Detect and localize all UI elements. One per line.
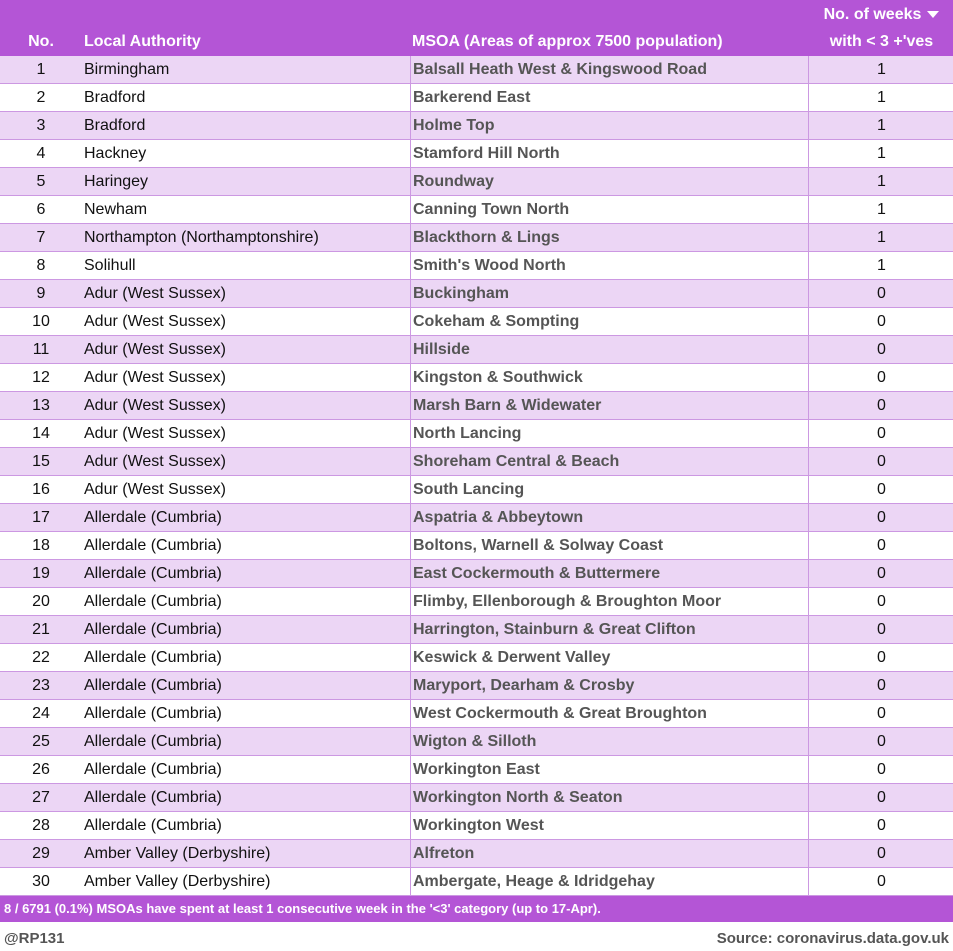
table-row [0, 476, 953, 504]
header-weeks[interactable] [810, 6, 953, 24]
table-row [0, 504, 953, 532]
header-msoa[interactable]: MSOA (Areas of approx 7500 population) [412, 33, 723, 50]
row-msoa: Aspatria & Abbeytown [410, 504, 809, 531]
table-row [0, 728, 953, 756]
row-local-authority: Adur (West Sussex) [84, 313, 226, 330]
row-weeks: 1 [808, 112, 953, 139]
row-no: 25 [32, 733, 50, 750]
row-no: 26 [32, 761, 50, 778]
row-msoa: Cokeham & Sompting [410, 308, 809, 335]
row-no: 5 [36, 173, 46, 190]
row-msoa: Boltons, Warnell & Solway Coast [410, 532, 809, 559]
row-local-authority: Allerdale (Cumbria) [84, 789, 222, 806]
row-weeks: 0 [808, 672, 953, 699]
row-msoa: Buckingham [410, 280, 809, 307]
row-no: 8 [36, 257, 46, 274]
header-no[interactable]: No. [28, 33, 54, 50]
row-msoa: Harrington, Stainburn & Great Clifton [410, 616, 809, 643]
row-msoa: Smith's Wood North [410, 252, 809, 279]
row-msoa: Hillside [410, 336, 809, 363]
row-no: 9 [36, 285, 46, 302]
header-local-authority[interactable]: Local Authority [84, 33, 201, 50]
row-local-authority: Amber Valley (Derbyshire) [84, 873, 271, 890]
row-msoa: Stamford Hill North [410, 140, 809, 167]
table-body [0, 56, 953, 896]
table-row [0, 560, 953, 588]
row-local-authority: Solihull [84, 257, 136, 274]
table-row [0, 672, 953, 700]
row-weeks: 0 [808, 476, 953, 503]
row-no: 18 [32, 537, 50, 554]
row-msoa: Workington East [410, 756, 809, 783]
row-local-authority: Allerdale (Cumbria) [84, 677, 222, 694]
table-row [0, 812, 953, 840]
row-msoa: Kingston & Southwick [410, 364, 809, 391]
table-row [0, 252, 953, 280]
row-no: 17 [32, 509, 50, 526]
row-weeks: 1 [808, 252, 953, 279]
row-weeks: 0 [808, 812, 953, 839]
row-weeks: 0 [808, 336, 953, 363]
row-weeks: 0 [808, 420, 953, 447]
row-msoa: Keswick & Derwent Valley [410, 644, 809, 671]
row-local-authority: Adur (West Sussex) [84, 481, 226, 498]
row-local-authority: Allerdale (Cumbria) [84, 649, 222, 666]
table-row [0, 392, 953, 420]
table-row [0, 364, 953, 392]
row-local-authority: Bradford [84, 89, 146, 106]
row-local-authority: Allerdale (Cumbria) [84, 761, 222, 778]
row-msoa: East Cockermouth & Buttermere [410, 560, 809, 587]
row-local-authority: Haringey [84, 173, 149, 190]
row-local-authority: Allerdale (Cumbria) [84, 705, 222, 722]
row-msoa: Marsh Barn & Widewater [410, 392, 809, 419]
row-local-authority: Amber Valley (Derbyshire) [84, 845, 271, 862]
table-row [0, 700, 953, 728]
row-msoa: Balsall Heath West & Kingswood Road [410, 56, 809, 83]
row-weeks: 0 [808, 504, 953, 531]
row-weeks: 0 [808, 868, 953, 895]
row-local-authority: Adur (West Sussex) [84, 453, 226, 470]
row-no: 29 [32, 845, 50, 862]
table-row [0, 532, 953, 560]
row-msoa: Workington North & Seaton [410, 784, 809, 811]
table-row [0, 784, 953, 812]
table-row [0, 420, 953, 448]
row-weeks: 0 [808, 728, 953, 755]
row-no: 30 [32, 873, 50, 890]
row-weeks: 1 [808, 224, 953, 251]
table-row [0, 224, 953, 252]
table-row [0, 868, 953, 896]
row-local-authority: Allerdale (Cumbria) [84, 621, 222, 638]
row-no: 27 [32, 789, 50, 806]
row-weeks: 0 [808, 588, 953, 615]
table-row [0, 308, 953, 336]
row-no: 19 [32, 565, 50, 582]
row-weeks: 0 [808, 308, 953, 335]
credit: @RP131 [4, 930, 65, 947]
row-no: 4 [36, 145, 46, 162]
row-msoa: West Cockermouth & Great Broughton [410, 700, 809, 727]
row-weeks: 0 [808, 840, 953, 867]
row-local-authority: Northampton (Northamptonshire) [84, 229, 319, 246]
row-weeks: 1 [808, 140, 953, 167]
row-local-authority: Newham [84, 201, 148, 218]
row-weeks: 0 [808, 532, 953, 559]
row-weeks: 0 [808, 448, 953, 475]
row-msoa: Canning Town North [410, 196, 809, 223]
row-no: 15 [32, 453, 50, 470]
row-weeks: 0 [808, 616, 953, 643]
row-no: 10 [32, 313, 50, 330]
row-msoa: Flimby, Ellenborough & Broughton Moor [410, 588, 809, 615]
table-row [0, 336, 953, 364]
row-local-authority: Adur (West Sussex) [84, 397, 226, 414]
row-weeks: 1 [808, 84, 953, 111]
table-row [0, 448, 953, 476]
row-no: 1 [36, 61, 46, 78]
source: Source: coronavirus.data.gov.uk [716, 930, 949, 947]
table-row [0, 616, 953, 644]
row-no: 21 [32, 621, 50, 638]
row-msoa: Ambergate, Heage & Idridgehay [410, 868, 809, 895]
header-weeks-line2: with < 3 +'ves [829, 33, 934, 50]
row-local-authority: Adur (West Sussex) [84, 369, 226, 386]
table-row [0, 280, 953, 308]
row-weeks: 0 [808, 700, 953, 727]
footnote: 8 / 6791 (0.1%) MSOAs have spent at least 1 consecutive week in the '<3' category (up to 17-Apr). [0, 896, 953, 922]
row-msoa: Wigton & Silloth [410, 728, 809, 755]
row-local-authority: Allerdale (Cumbria) [84, 817, 222, 834]
table-row [0, 168, 953, 196]
row-no: 28 [32, 817, 50, 834]
row-weeks: 0 [808, 392, 953, 419]
row-local-authority: Allerdale (Cumbria) [84, 509, 222, 526]
row-weeks: 0 [808, 756, 953, 783]
row-msoa: Blackthorn & Lings [410, 224, 809, 251]
table-row [0, 644, 953, 672]
table-row [0, 84, 953, 112]
row-no: 20 [32, 593, 50, 610]
row-no: 16 [32, 481, 50, 498]
sort-descending-icon[interactable] [927, 11, 939, 18]
row-msoa: Holme Top [410, 112, 809, 139]
table-header [0, 0, 953, 56]
table-row [0, 756, 953, 784]
row-msoa: Roundway [410, 168, 809, 195]
table-row [0, 588, 953, 616]
table-row [0, 196, 953, 224]
header-weeks-line1: No. of weeks [823, 6, 922, 23]
row-no: 6 [36, 201, 46, 218]
table-row [0, 112, 953, 140]
row-local-authority: Birmingham [84, 61, 170, 78]
row-no: 24 [32, 705, 50, 722]
row-msoa: South Lancing [410, 476, 809, 503]
row-weeks: 1 [808, 56, 953, 83]
table-row [0, 56, 953, 84]
row-local-authority: Adur (West Sussex) [84, 285, 226, 302]
row-weeks: 0 [808, 280, 953, 307]
row-no: 3 [36, 117, 46, 134]
row-msoa: Alfreton [410, 840, 809, 867]
row-weeks: 0 [808, 560, 953, 587]
row-no: 14 [32, 425, 50, 442]
row-weeks: 1 [808, 196, 953, 223]
table-row [0, 840, 953, 868]
row-weeks: 0 [808, 644, 953, 671]
row-no: 11 [32, 341, 50, 358]
row-msoa: Shoreham Central & Beach [410, 448, 809, 475]
row-local-authority: Adur (West Sussex) [84, 341, 226, 358]
row-local-authority: Hackney [84, 145, 147, 162]
row-local-authority: Allerdale (Cumbria) [84, 537, 222, 554]
table-row [0, 140, 953, 168]
row-msoa: North Lancing [410, 420, 809, 447]
row-no: 23 [32, 677, 50, 694]
row-no: 13 [32, 397, 50, 414]
row-weeks: 0 [808, 364, 953, 391]
row-local-authority: Allerdale (Cumbria) [84, 593, 222, 610]
row-local-authority: Bradford [84, 117, 146, 134]
row-msoa: Barkerend East [410, 84, 809, 111]
row-msoa: Maryport, Dearham & Crosby [410, 672, 809, 699]
row-no: 2 [36, 89, 46, 106]
row-weeks: 0 [808, 784, 953, 811]
row-no: 12 [32, 369, 50, 386]
row-local-authority: Allerdale (Cumbria) [84, 565, 222, 582]
row-msoa: Workington West [410, 812, 809, 839]
row-weeks: 1 [808, 168, 953, 195]
row-no: 22 [32, 649, 50, 666]
row-local-authority: Adur (West Sussex) [84, 425, 226, 442]
row-local-authority: Allerdale (Cumbria) [84, 733, 222, 750]
row-no: 7 [36, 229, 46, 246]
